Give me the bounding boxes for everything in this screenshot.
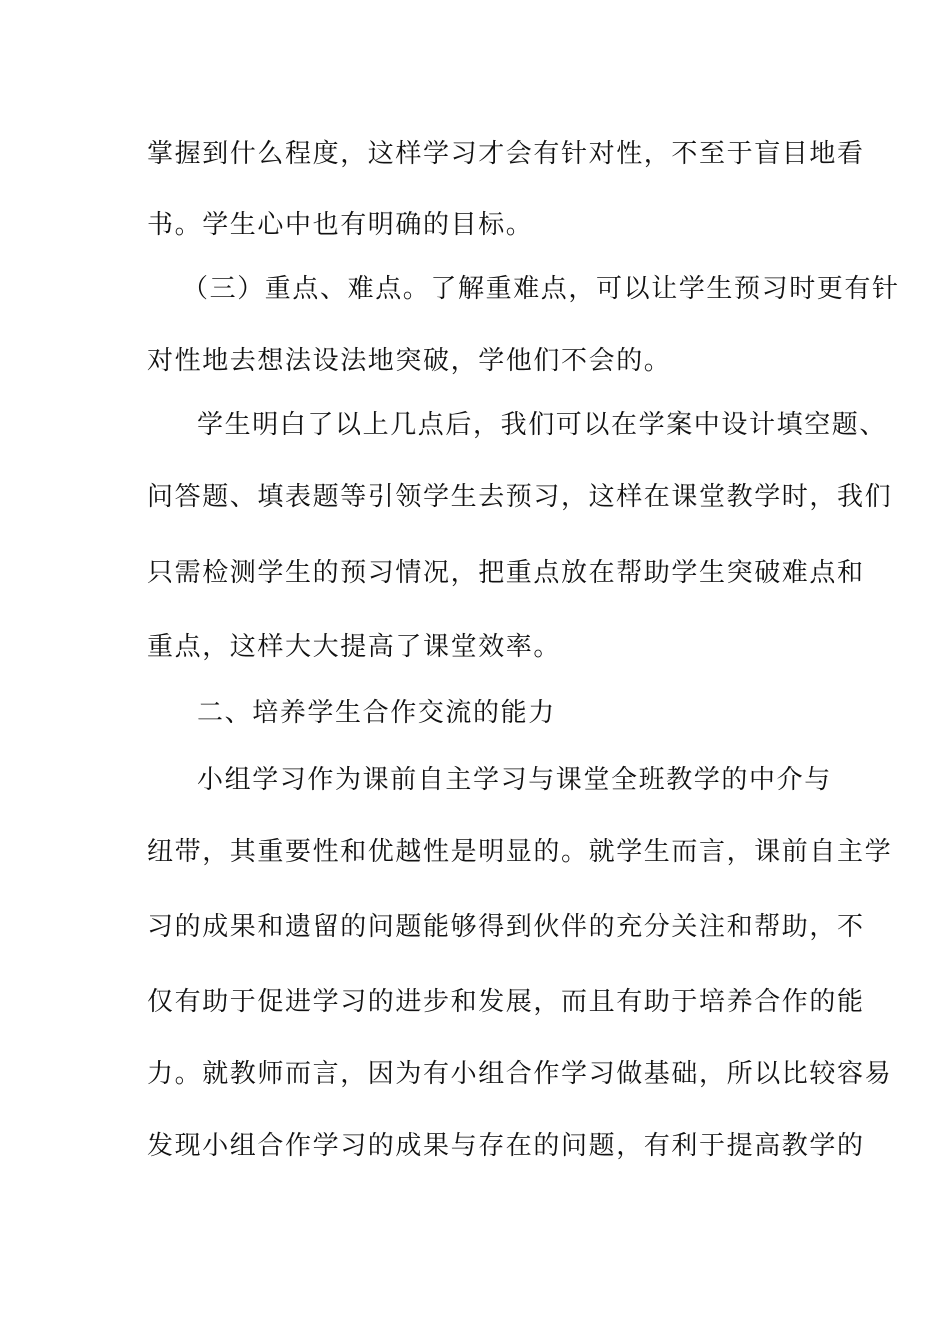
text-line: 只需检测学生的预习情况，把重点放在帮助学生突破难点和 (147, 558, 865, 588)
text-line: 重点，这样大大提高了课堂效率。 (147, 632, 562, 662)
text-line: 对性地去想法设法地突破，学他们不会的。 (147, 346, 672, 376)
text-line: 纽带，其重要性和优越性是明显的。就学生而言，课前自主学 (147, 837, 893, 867)
text-line: （三）重点、难点。了解重难点，可以让学生预习时更有针 (182, 274, 900, 304)
text-line: 仅有助于促进学习的进步和发展，而且有助于培养合作的能 (147, 987, 865, 1017)
text-line: 掌握到什么程度，这样学习才会有针对性，不至于盲目地看 (147, 139, 865, 169)
text-line: 学生明白了以上几点后，我们可以在学案中设计填空题、 (197, 410, 888, 440)
text-line: 小组学习作为课前自主学习与课堂全班教学的中介与 (197, 765, 832, 795)
text-line: 力。就教师而言，因为有小组合作学习做基础，所以比较容易 (147, 1059, 893, 1089)
text-line: 问答题、填表题等引领学生去预习，这样在课堂教学时，我们 (147, 482, 893, 512)
section-heading: 二、培养学生合作交流的能力 (197, 698, 556, 728)
text-line: 书。学生心中也有明确的目标。 (147, 210, 534, 240)
text-line: 习的成果和遗留的问题能够得到伙伴的充分关注和帮助，不 (147, 912, 865, 942)
text-line: 发现小组合作学习的成果与存在的问题，有利于提高教学的 (147, 1131, 865, 1161)
